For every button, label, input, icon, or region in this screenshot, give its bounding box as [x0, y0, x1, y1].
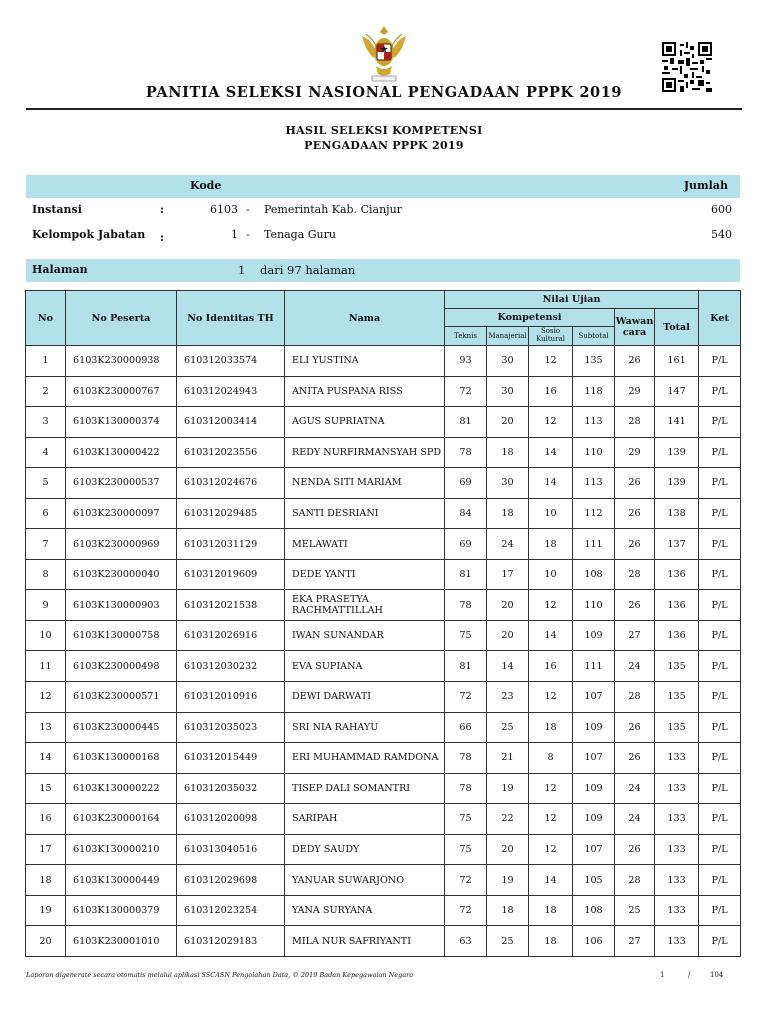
cell-no-peserta: 6103K230000938: [66, 346, 177, 377]
col-header-no: No: [26, 291, 66, 346]
cell-teknis: 78: [445, 590, 487, 621]
cell-sosio-kultural: 14: [529, 468, 573, 499]
cell-sosio-kultural: 8: [529, 743, 573, 774]
cell-no-identitas: 610312024676: [177, 468, 285, 499]
cell-total: 137: [655, 529, 699, 560]
cell-total: 133: [655, 834, 699, 865]
cell-subtotal: 109: [573, 620, 615, 651]
cell-no: 18: [26, 865, 66, 896]
cell-subtotal: 105: [573, 865, 615, 896]
cell-no-peserta: 6103K230000097: [66, 498, 177, 529]
cell-wawancara: 29: [615, 376, 655, 407]
col-header-kompetensi: Kompetensi: [445, 309, 615, 327]
cell-subtotal: 118: [573, 376, 615, 407]
cell-ket: P/L: [699, 498, 741, 529]
cell-manajerial: 21: [487, 743, 529, 774]
instansi-total: 600: [711, 203, 732, 216]
kelompok-dash: -: [246, 228, 250, 241]
kode-label: Kode: [190, 179, 222, 192]
cell-sosio-kultural: 12: [529, 682, 573, 713]
cell-subtotal: 135: [573, 346, 615, 377]
cell-no-identitas: 610312019609: [177, 559, 285, 590]
table-row: [26, 559, 741, 590]
cell-wawancara: 28: [615, 559, 655, 590]
garuda-emblem-icon: [358, 22, 410, 84]
table-row: [26, 743, 741, 774]
cell-subtotal: 112: [573, 498, 615, 529]
results-table: [25, 290, 741, 957]
cell-no: 11: [26, 651, 66, 682]
cell-sosio-kultural: 18: [529, 712, 573, 743]
cell-ket: P/L: [699, 865, 741, 896]
cell-teknis: 78: [445, 743, 487, 774]
cell-no-peserta: 6103K130000379: [66, 895, 177, 926]
cell-no: 15: [26, 773, 66, 804]
table-row: [26, 407, 741, 438]
cell-subtotal: 109: [573, 712, 615, 743]
table-row: [26, 773, 741, 804]
cell-no-peserta: 6103K230000969: [66, 529, 177, 560]
cell-subtotal: 109: [573, 773, 615, 804]
cell-wawancara: 28: [615, 682, 655, 713]
cell-total: 139: [655, 437, 699, 468]
cell-no-peserta: 6103K130000758: [66, 620, 177, 651]
cell-subtotal: 108: [573, 559, 615, 590]
cell-nama: MILA NUR SAFRIYANTI: [285, 926, 445, 957]
instansi-code: 6103: [210, 203, 238, 216]
footer-page-total: 104: [710, 971, 724, 979]
col-header-manajerial: Manajerial: [487, 327, 529, 346]
col-header-nilai-ujian: Nilai Ujian: [445, 291, 699, 309]
cell-ket: P/L: [699, 529, 741, 560]
cell-wawancara: 27: [615, 926, 655, 957]
cell-no-identitas: 610312035023: [177, 712, 285, 743]
cell-wawancara: 24: [615, 773, 655, 804]
cell-subtotal: 107: [573, 834, 615, 865]
title-divider: [26, 108, 742, 110]
cell-wawancara: 26: [615, 468, 655, 499]
kode-header-band: [26, 175, 740, 198]
cell-ket: P/L: [699, 559, 741, 590]
cell-no-identitas: 610312024943: [177, 376, 285, 407]
cell-no-identitas: 610312023254: [177, 895, 285, 926]
cell-manajerial: 23: [487, 682, 529, 713]
cell-manajerial: 14: [487, 651, 529, 682]
cell-nama: IWAN SUNANDAR: [285, 620, 445, 651]
halaman-value: 1: [238, 263, 246, 277]
table-row: [26, 865, 741, 896]
cell-teknis: 75: [445, 620, 487, 651]
cell-no-peserta: 6103K230000164: [66, 804, 177, 835]
cell-no-peserta: 6103K230000498: [66, 651, 177, 682]
cell-subtotal: 108: [573, 895, 615, 926]
cell-sosio-kultural: 10: [529, 498, 573, 529]
cell-nama: NENDA SITI MARIAM: [285, 468, 445, 499]
cell-nama: DEDE YANTI: [285, 559, 445, 590]
table-row: [26, 682, 741, 713]
cell-ket: P/L: [699, 346, 741, 377]
cell-wawancara: 26: [615, 590, 655, 621]
cell-nama: SRI NIA RAHAYU: [285, 712, 445, 743]
footer-note: Laporan digenerate secara otomatis melalui aplikasi SSCASN Pengolahan Data, © 2019 Badan Kepegawaian Negara: [26, 971, 414, 979]
cell-no-identitas: 610312029485: [177, 498, 285, 529]
table-row: [26, 651, 741, 682]
cell-no: 8: [26, 559, 66, 590]
cell-teknis: 72: [445, 682, 487, 713]
cell-sosio-kultural: 18: [529, 529, 573, 560]
cell-no-peserta: 6103K130000449: [66, 865, 177, 896]
cell-teknis: 63: [445, 926, 487, 957]
cell-no-peserta: 6103K230000767: [66, 376, 177, 407]
cell-wawancara: 26: [615, 834, 655, 865]
cell-no: 2: [26, 376, 66, 407]
cell-manajerial: 24: [487, 529, 529, 560]
cell-manajerial: 30: [487, 346, 529, 377]
cell-sosio-kultural: 14: [529, 620, 573, 651]
cell-ket: P/L: [699, 712, 741, 743]
cell-manajerial: 20: [487, 407, 529, 438]
cell-nama: MELAWATI: [285, 529, 445, 560]
col-header-total: Total: [655, 309, 699, 346]
cell-no-identitas: 610312010916: [177, 682, 285, 713]
cell-subtotal: 113: [573, 468, 615, 499]
cell-nama: ELI YUSTINA: [285, 346, 445, 377]
instansi-desc: Pemerintah Kab. Cianjur: [264, 203, 402, 216]
cell-wawancara: 28: [615, 407, 655, 438]
cell-subtotal: 110: [573, 590, 615, 621]
table-row: [26, 834, 741, 865]
cell-subtotal: 111: [573, 529, 615, 560]
cell-teknis: 93: [445, 346, 487, 377]
cell-no-peserta: 6103K130000374: [66, 407, 177, 438]
cell-no: 9: [26, 590, 66, 621]
cell-manajerial: 30: [487, 468, 529, 499]
cell-nama: SARIPAH: [285, 804, 445, 835]
table-row: [26, 590, 741, 621]
cell-total: 136: [655, 559, 699, 590]
cell-no-peserta: 6103K230000571: [66, 682, 177, 713]
cell-nama: EKA PRASETYA RACHMATTILLAH: [285, 590, 445, 621]
cell-no: 13: [26, 712, 66, 743]
cell-total: 133: [655, 773, 699, 804]
kelompok-colon: :: [160, 231, 165, 244]
col-header-sosio-label: Sosio Kultural: [536, 327, 565, 343]
footer-page-current: 1: [660, 971, 665, 979]
table-row: [26, 346, 741, 377]
kelompok-code: 1: [231, 228, 238, 241]
cell-manajerial: 22: [487, 804, 529, 835]
cell-no: 14: [26, 743, 66, 774]
cell-nama: ERI MUHAMMAD RAMDONA: [285, 743, 445, 774]
cell-wawancara: 28: [615, 865, 655, 896]
cell-teknis: 84: [445, 498, 487, 529]
cell-total: 161: [655, 346, 699, 377]
cell-no: 17: [26, 834, 66, 865]
cell-subtotal: 106: [573, 926, 615, 957]
cell-sosio-kultural: 14: [529, 437, 573, 468]
cell-wawancara: 26: [615, 743, 655, 774]
cell-no: 16: [26, 804, 66, 835]
cell-no: 3: [26, 407, 66, 438]
cell-no-peserta: 6103K130000422: [66, 437, 177, 468]
cell-ket: P/L: [699, 620, 741, 651]
instansi-label: Instansi: [32, 203, 82, 216]
cell-sosio-kultural: 14: [529, 865, 573, 896]
table-row: [26, 712, 741, 743]
cell-manajerial: 19: [487, 865, 529, 896]
cell-no-peserta: 6103K230001010: [66, 926, 177, 957]
cell-nama: DEWI DARWATI: [285, 682, 445, 713]
cell-total: 136: [655, 590, 699, 621]
kelompok-total: 540: [711, 228, 732, 241]
cell-ket: P/L: [699, 743, 741, 774]
cell-ket: P/L: [699, 590, 741, 621]
cell-subtotal: 113: [573, 407, 615, 438]
cell-total: 133: [655, 804, 699, 835]
halaman-label: Halaman: [32, 263, 88, 276]
cell-teknis: 75: [445, 834, 487, 865]
cell-no-identitas: 610312030232: [177, 651, 285, 682]
kelompok-desc: Tenaga Guru: [264, 228, 336, 241]
col-header-sosio: [529, 327, 573, 346]
table-row: [26, 895, 741, 926]
cell-ket: P/L: [699, 682, 741, 713]
cell-no-peserta: 6103K130000903: [66, 590, 177, 621]
cell-total: 136: [655, 620, 699, 651]
cell-wawancara: 24: [615, 651, 655, 682]
cell-wawancara: 27: [615, 620, 655, 651]
cell-no: 5: [26, 468, 66, 499]
cell-wawancara: 26: [615, 529, 655, 560]
cell-no: 6: [26, 498, 66, 529]
cell-ket: P/L: [699, 437, 741, 468]
cell-ket: P/L: [699, 376, 741, 407]
cell-no: 4: [26, 437, 66, 468]
cell-total: 133: [655, 743, 699, 774]
cell-subtotal: 107: [573, 743, 615, 774]
cell-no: 12: [26, 682, 66, 713]
cell-no: 1: [26, 346, 66, 377]
cell-nama: REDY NURFIRMANSYAH SPD: [285, 437, 445, 468]
cell-nama: TISEP DALI SOMANTRI: [285, 773, 445, 804]
cell-sosio-kultural: 12: [529, 834, 573, 865]
cell-total: 135: [655, 651, 699, 682]
cell-manajerial: 18: [487, 437, 529, 468]
cell-subtotal: 111: [573, 651, 615, 682]
cell-manajerial: 18: [487, 895, 529, 926]
cell-total: 133: [655, 895, 699, 926]
cell-teknis: 81: [445, 407, 487, 438]
cell-ket: P/L: [699, 407, 741, 438]
col-header-teknis: Teknis: [445, 327, 487, 346]
cell-nama: DEDY SAUDY: [285, 834, 445, 865]
cell-subtotal: 110: [573, 437, 615, 468]
cell-teknis: 72: [445, 865, 487, 896]
cell-total: 139: [655, 468, 699, 499]
kelompok-label: Kelompok Jabatan: [32, 228, 146, 241]
jumlah-label: Jumlah: [683, 179, 728, 192]
table-row: [26, 926, 741, 957]
cell-no-identitas: 610312026916: [177, 620, 285, 651]
halaman-text: dari 97 halaman: [260, 263, 356, 277]
table-row: [26, 804, 741, 835]
cell-sosio-kultural: 12: [529, 407, 573, 438]
cell-sosio-kultural: 16: [529, 651, 573, 682]
cell-total: 133: [655, 926, 699, 957]
cell-manajerial: 30: [487, 376, 529, 407]
cell-nama: ANITA PUSPANA RISS: [285, 376, 445, 407]
cell-wawancara: 29: [615, 437, 655, 468]
subtitle-line-2: PENGADAAN PPPK 2019: [304, 139, 464, 152]
cell-wawancara: 26: [615, 498, 655, 529]
cell-wawancara: 25: [615, 895, 655, 926]
cell-teknis: 75: [445, 804, 487, 835]
cell-no-identitas: 610312033574: [177, 346, 285, 377]
cell-nama: AGUS SUPRIATNA: [285, 407, 445, 438]
instansi-row: [26, 203, 740, 221]
col-header-wawancara: Wawan cara: [615, 309, 655, 346]
table-row: [26, 498, 741, 529]
cell-teknis: 81: [445, 651, 487, 682]
cell-no-peserta: 6103K130000222: [66, 773, 177, 804]
table-row: [26, 376, 741, 407]
cell-no-identitas: 610313040516: [177, 834, 285, 865]
cell-total: 135: [655, 712, 699, 743]
cell-manajerial: 25: [487, 926, 529, 957]
cell-nama: SANTI DESRIANI: [285, 498, 445, 529]
cell-total: 147: [655, 376, 699, 407]
cell-sosio-kultural: 10: [529, 559, 573, 590]
cell-no-peserta: 6103K130000210: [66, 834, 177, 865]
cell-manajerial: 20: [487, 590, 529, 621]
cell-manajerial: 17: [487, 559, 529, 590]
cell-ket: P/L: [699, 804, 741, 835]
table-row: [26, 529, 741, 560]
cell-ket: P/L: [699, 895, 741, 926]
cell-no-identitas: 610312003414: [177, 407, 285, 438]
cell-total: 133: [655, 865, 699, 896]
cell-sosio-kultural: 12: [529, 804, 573, 835]
cell-no-peserta: 6103K230000537: [66, 468, 177, 499]
cell-ket: P/L: [699, 468, 741, 499]
cell-ket: P/L: [699, 926, 741, 957]
subtitle-line-1: HASIL SELEKSI KOMPETENSI: [285, 124, 483, 137]
col-header-subtotal: Subtotal: [573, 327, 615, 346]
col-header-nama: Nama: [285, 291, 445, 346]
cell-manajerial: 20: [487, 620, 529, 651]
halaman-band: [26, 259, 740, 282]
cell-no-identitas: 610312020098: [177, 804, 285, 835]
cell-total: 138: [655, 498, 699, 529]
cell-subtotal: 109: [573, 804, 615, 835]
cell-ket: P/L: [699, 773, 741, 804]
cell-no-peserta: 6103K230000040: [66, 559, 177, 590]
cell-ket: P/L: [699, 651, 741, 682]
cell-wawancara: 26: [615, 712, 655, 743]
cell-sosio-kultural: 16: [529, 376, 573, 407]
cell-total: 135: [655, 682, 699, 713]
cell-sosio-kultural: 12: [529, 773, 573, 804]
cell-nama: EVA SUPIANA: [285, 651, 445, 682]
cell-no: 7: [26, 529, 66, 560]
cell-teknis: 72: [445, 376, 487, 407]
cell-no-identitas: 610312035032: [177, 773, 285, 804]
cell-total: 141: [655, 407, 699, 438]
cell-no-peserta: 6103K230000445: [66, 712, 177, 743]
cell-nama: YANUAR SUWARJONO: [285, 865, 445, 896]
cell-manajerial: 25: [487, 712, 529, 743]
cell-wawancara: 26: [615, 346, 655, 377]
cell-sosio-kultural: 18: [529, 895, 573, 926]
cell-teknis: 69: [445, 468, 487, 499]
cell-teknis: 66: [445, 712, 487, 743]
cell-no-identitas: 610312029698: [177, 865, 285, 896]
cell-sosio-kultural: 18: [529, 926, 573, 957]
cell-no-peserta: 6103K130000168: [66, 743, 177, 774]
cell-no: 20: [26, 926, 66, 957]
cell-wawancara: 24: [615, 804, 655, 835]
results-table-body: [26, 346, 741, 957]
kelompok-jabatan-row: [26, 228, 740, 246]
cell-no-identitas: 610312023556: [177, 437, 285, 468]
cell-nama: YANA SURYANA: [285, 895, 445, 926]
cell-no-identitas: 610312015449: [177, 743, 285, 774]
table-row: [26, 437, 741, 468]
cell-teknis: 78: [445, 773, 487, 804]
cell-no: 10: [26, 620, 66, 651]
cell-sosio-kultural: 12: [529, 590, 573, 621]
page-title: PANITIA SELEKSI NASIONAL PENGADAAN PPPK 2019: [145, 84, 623, 101]
col-header-ket: Ket: [699, 291, 741, 346]
cell-teknis: 81: [445, 559, 487, 590]
instansi-colon: :: [160, 203, 165, 216]
table-row: [26, 620, 741, 651]
cell-no-identitas: 610312021538: [177, 590, 285, 621]
cell-subtotal: 107: [573, 682, 615, 713]
cell-teknis: 69: [445, 529, 487, 560]
cell-no-identitas: 610312029183: [177, 926, 285, 957]
cell-teknis: 72: [445, 895, 487, 926]
cell-manajerial: 19: [487, 773, 529, 804]
cell-ket: P/L: [699, 834, 741, 865]
col-header-peserta: No Peserta: [66, 291, 177, 346]
footer-page-separator: /: [688, 971, 691, 979]
instansi-dash: -: [246, 203, 250, 216]
cell-no: 19: [26, 895, 66, 926]
cell-sosio-kultural: 12: [529, 346, 573, 377]
table-row: [26, 468, 741, 499]
cell-manajerial: 18: [487, 498, 529, 529]
cell-teknis: 78: [445, 437, 487, 468]
col-header-identitas: No Identitas TH: [177, 291, 285, 346]
cell-manajerial: 20: [487, 834, 529, 865]
cell-no-identitas: 610312031129: [177, 529, 285, 560]
